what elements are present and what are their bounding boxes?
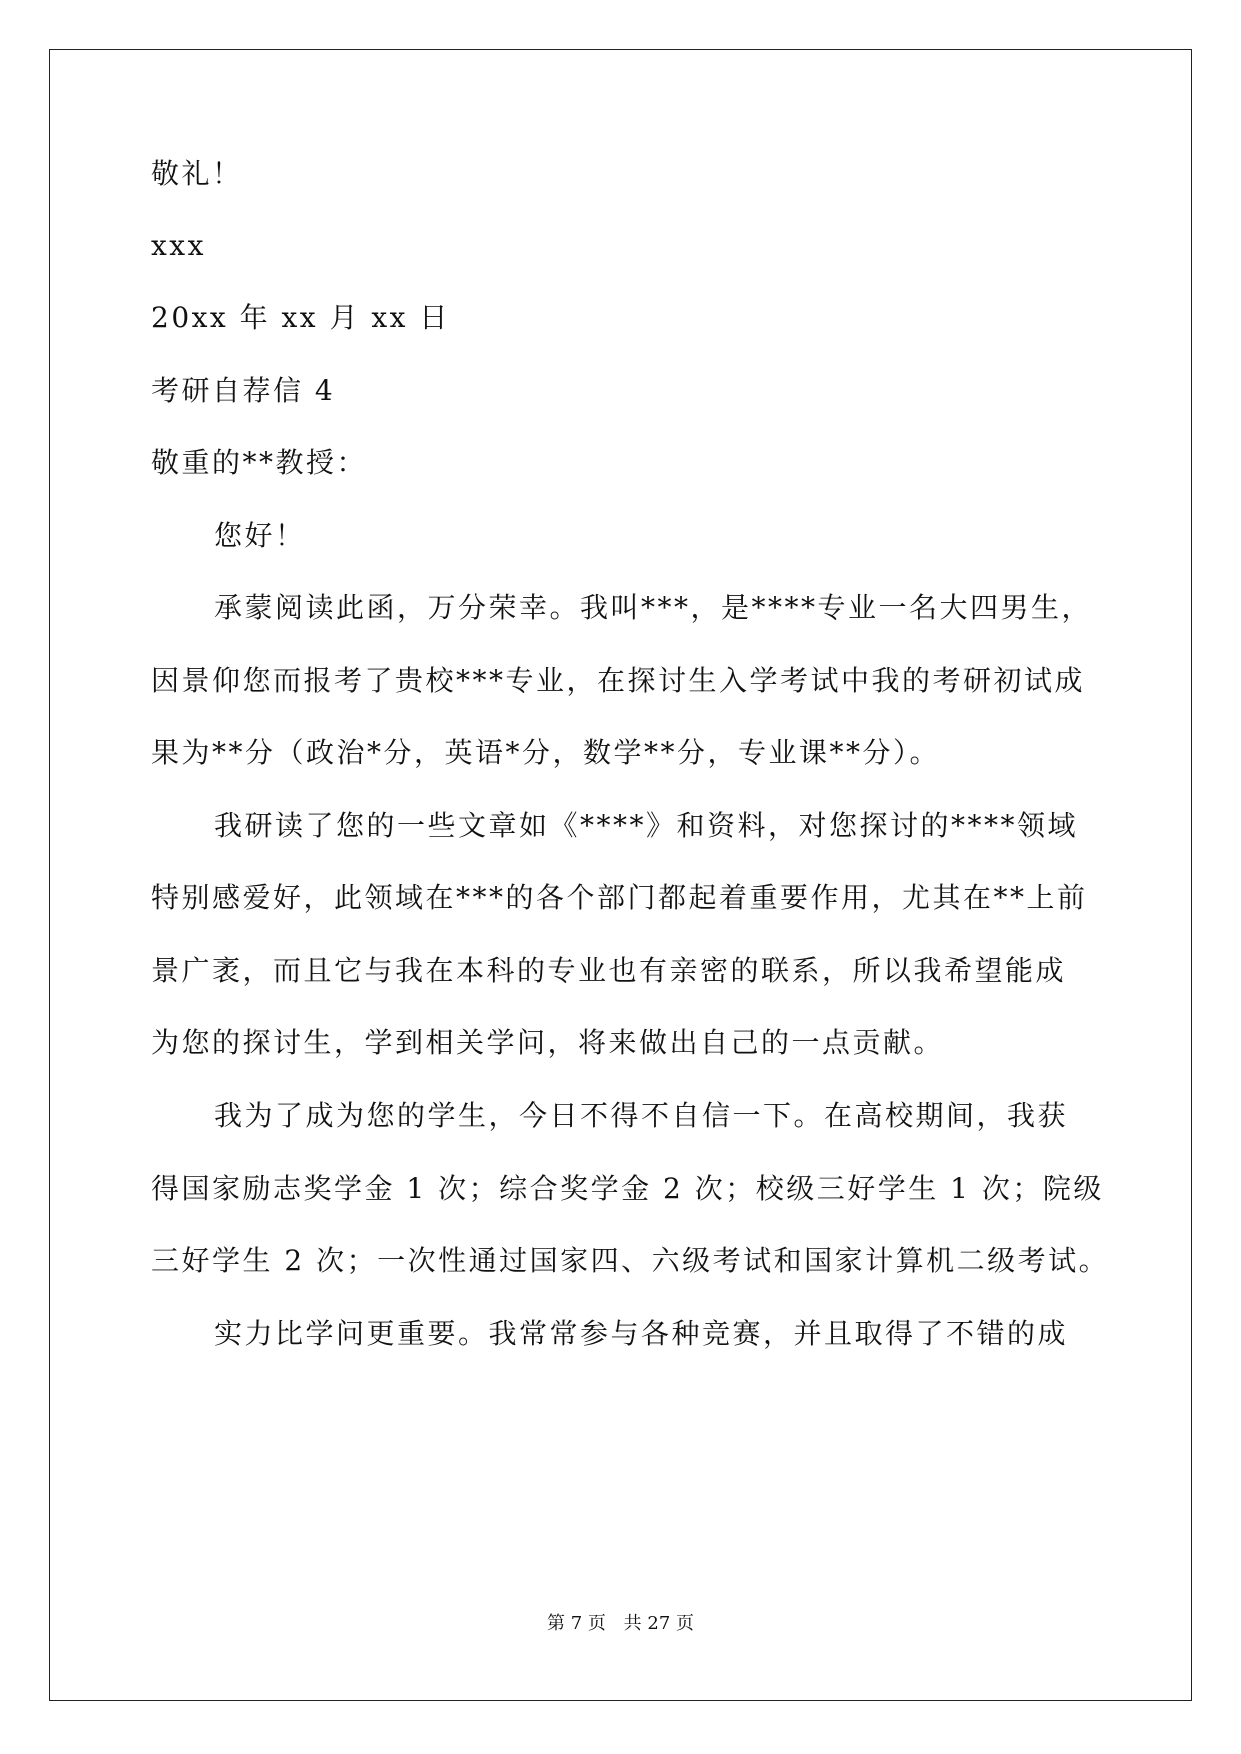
paragraph-line: 我为了成为您的学生，今日不得不自信一下。在高校期间，我获 [214,1099,1069,1132]
section-heading: 考研自荐信 4 [151,374,336,407]
closing-salute: 敬礼！ [151,157,243,190]
paragraph-line: 果为**分（政治*分，英语*分，数学**分，专业课**分）。 [151,736,941,769]
paragraph-line: 特别感爱好，此领域在***的各个部门都起着重要作用，尤其在**上前 [151,881,1088,914]
signature-name: xxx [151,229,206,262]
paragraph-line: 三好学生 2 次；一次性通过国家四、六级考试和国家计算机二级考试。 [151,1244,1110,1277]
signature-date: 20xx 年 xx 月 xx 日 [151,301,450,334]
paragraph-line: 实力比学问更重要。我常常参与各种竞赛，并且取得了不错的成 [214,1317,1069,1350]
page-border [49,49,1192,1701]
paragraph-line: 为您的探讨生，学到相关学问，将来做出自己的一点贡献。 [151,1026,945,1059]
page-number: 第 7 页 [547,1613,606,1634]
greeting: 您好！ [214,519,306,552]
salutation: 敬重的**教授： [151,446,368,479]
paragraph-line: 我研读了您的一些文章如《****》和资料，对您探讨的****领域 [214,809,1079,842]
page-total: 共 27 页 [623,1613,694,1634]
paragraph-line: 因景仰您而报考了贵校***专业，在探讨生入学考试中我的考研初试成 [151,664,1086,697]
paragraph-line: 承蒙阅读此函，万分荣幸。我叫***，是****专业一名大四男生， [214,591,1093,624]
page-footer [0,1612,1241,1636]
paragraph-line: 得国家励志奖学金 1 次；综合奖学金 2 次；校级三好学生 1 次；院级 [151,1172,1104,1205]
paragraph-line: 景广袤，而且它与我在本科的专业也有亲密的联系，所以我希望能成 [151,954,1067,987]
